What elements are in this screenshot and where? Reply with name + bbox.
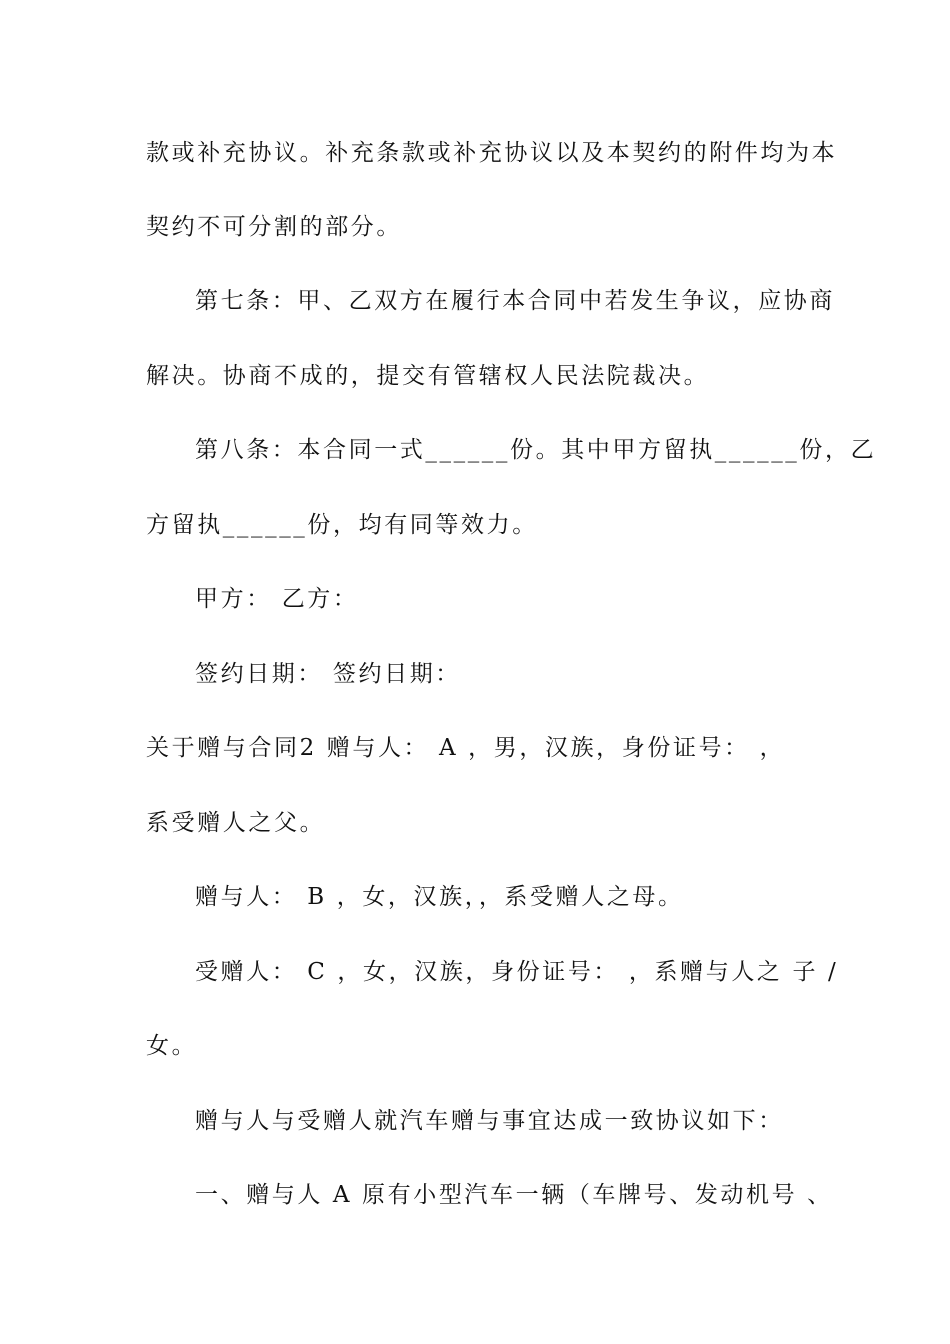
paragraph-line: 女。 <box>146 1033 198 1059</box>
donee-line: 受赠人： C ，女，汉族，身份证号： ，系赠与人之 子 / <box>195 959 839 985</box>
article-8-line: 第八条：本合同一式______份。其中甲方留执______份，乙 <box>195 437 877 463</box>
contract-2-heading-line: 关于赠与合同2 赠与人： A ，男，汉族，身份证号： ， <box>146 735 786 761</box>
agreement-intro-line: 赠与人与受赠人就汽车赠与事宜达成一致协议如下： <box>195 1108 784 1134</box>
paragraph-line: 解决。协商不成的，提交有管辖权人民法院裁决。 <box>146 363 710 389</box>
paragraph-line: 契约不可分割的部分。 <box>146 214 402 240</box>
paragraph-line: 方留执______份，均有同等效力。 <box>146 512 538 538</box>
party-signature-line: 甲方： 乙方： <box>195 586 359 612</box>
signing-date-line: 签约日期： 签约日期： <box>195 661 461 687</box>
article-7-line: 第七条：甲、乙双方在履行本合同中若发生争议，应协商 <box>195 288 835 314</box>
paragraph-line: 系受赠人之父。 <box>146 810 326 836</box>
clause-1-line: 一、赠与人 A 原有小型汽车一辆（车牌号、发动机号 、 <box>195 1182 833 1208</box>
paragraph-line: 款或补充协议。补充条款或补充协议以及本契约的附件均为本 <box>146 140 838 166</box>
donor-b-line: 赠与人： B ，女，汉族，，系受赠人之母。 <box>195 884 684 910</box>
